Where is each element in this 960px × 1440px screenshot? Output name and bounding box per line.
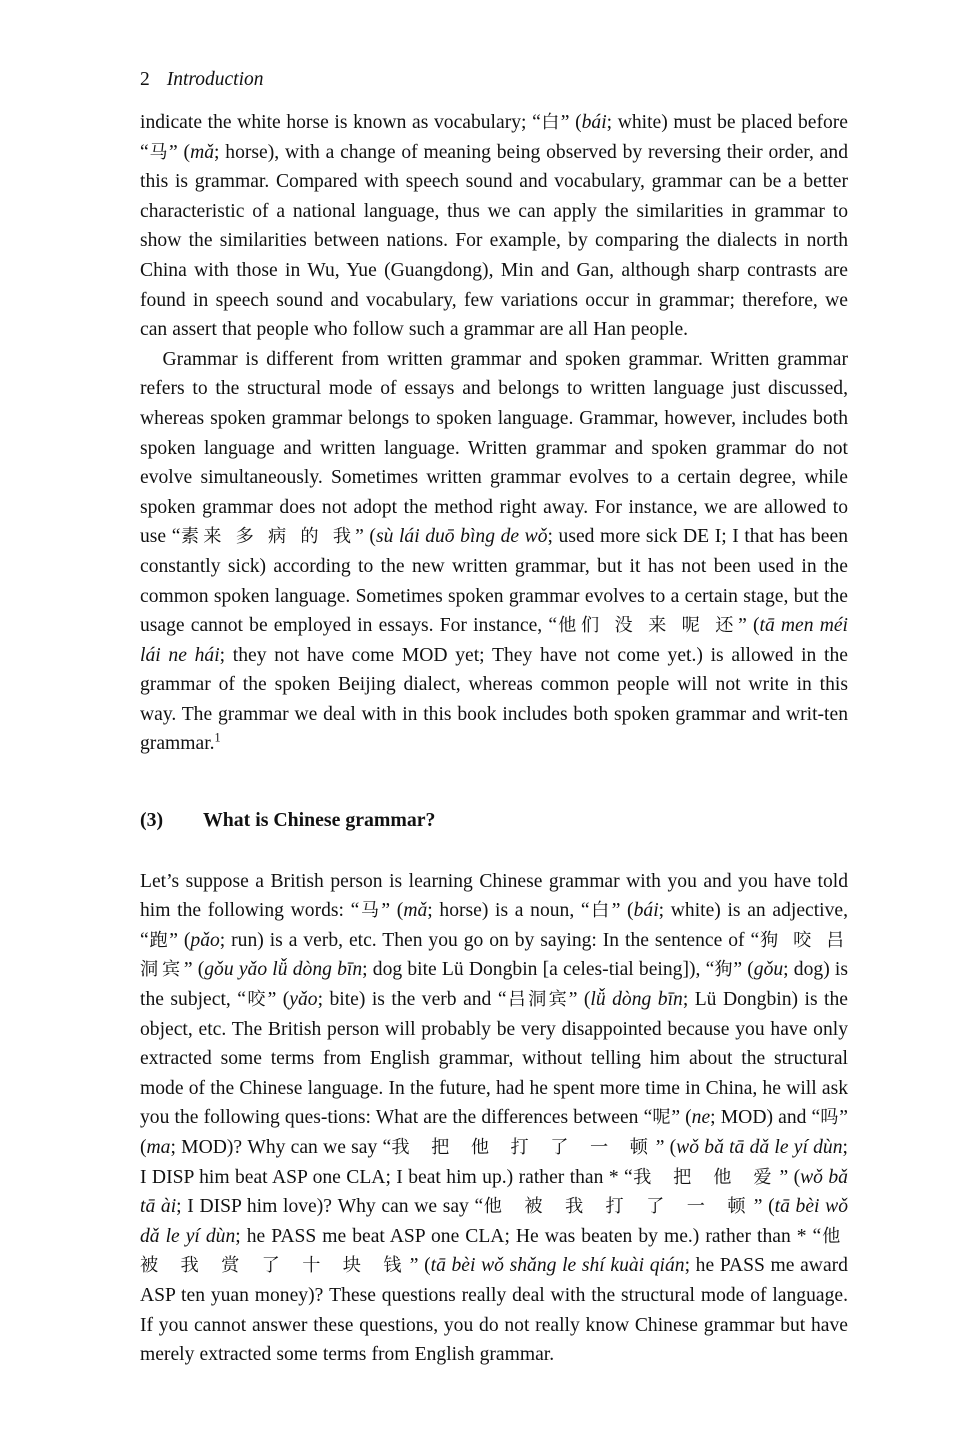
heading-space-below — [140, 836, 848, 867]
running-head — [140, 70, 848, 90]
pinyin-gloss: tā bèi wǒ dǎ le yí dùn — [140, 1196, 848, 1247]
chinese-text: 狗 咬 吕洞宾 — [140, 929, 848, 981]
chinese-text: 马 — [148, 141, 170, 163]
pinyin-gloss: tā bèi wǒ shǎng le shí kuài qián — [430, 1255, 685, 1277]
pinyin-gloss: bái — [581, 112, 607, 133]
pinyin-gloss: wǒ bǎ tā ài — [140, 1166, 848, 1218]
pinyin-gloss: gǒu — [753, 959, 784, 981]
chinese-text: 我 把 他 打 了 一 顿 — [391, 1137, 656, 1158]
chinese-text: 呢 — [652, 1107, 672, 1129]
chinese-text: 我 把 他 爱 — [632, 1166, 780, 1188]
chinese-text: 素来 多 病 的 我 — [180, 526, 356, 548]
chinese-text: 他 被 我 打 了 一 顿 — [483, 1196, 754, 1218]
pinyin-gloss: sù lái duō bìng de wǒ — [375, 526, 548, 548]
section-number: (3) — [140, 809, 164, 832]
section-title: What is Chinese grammar? — [203, 809, 436, 832]
chinese-text: 马 — [359, 900, 382, 922]
pinyin-gloss: mǎ — [190, 141, 215, 163]
page-number: 2 — [140, 69, 150, 90]
paragraph-2: Grammar is different from written grammar and spoken grammar. Written grammar refers to the structural mode of essays and belongs to written language just discussed, whereas spoken grammar belongs to spoken language. Grammar, however, includes both spoken language and written language. Written grammar and spoken grammar do not evolve simultaneously. Sometimes written grammar evolves to a certain degree, while spoken grammar does not adopt the method right away. For instance, we are allowed to use “素来 多 病 的 我” (sù lái duō bìng de wǒ; used more sick DE I; I that has been constantly sick) according to the new written grammar, but it has not been used in the common spoken language. Sometimes spoken grammar evolves to a certain stage, but the usage cannot be employed in essays. For instance, “他们 没 来 呢 还” (tā men méi lái ne hái; they not have come MOD yet; They have not come yet.) is allowed in the grammar of the spoken Beijing dialect, whereas common people will not write in this way. The grammar we deal with in this book includes both spoken grammar and writ-ten grammar.$^1$ — [140, 348, 848, 755]
chinese-text: 狗 — [714, 959, 734, 981]
pinyin-gloss: lǚ dòng bīn — [590, 989, 683, 1011]
section-heading — [140, 806, 848, 836]
pinyin-gloss: yǎo — [289, 989, 318, 1011]
chinese-text: 白 — [589, 900, 612, 922]
running-head-title: Introduction — [166, 69, 264, 90]
text-block — [140, 108, 848, 1370]
pinyin-gloss: ne — [691, 1107, 711, 1129]
pinyin-gloss: bái — [633, 900, 659, 922]
pinyin-gloss: wǒ bǎ tā dǎ le yí dùn — [676, 1137, 843, 1158]
chinese-text: 跑 — [148, 929, 170, 951]
pinyin-gloss: mǎ — [403, 900, 428, 922]
chinese-text: 吕洞宾 — [506, 989, 569, 1011]
pinyin-gloss: tā men méi lái ne hái — [140, 615, 848, 666]
paragraph-1: indicate the white horse is known as vocabulary; “白” (bái; white) must be placed before “马” (mǎ; horse), with a change of meaning being observed by reversing their order, and this is grammar. Compared with speech sound and vocabulary, grammar can be a better characteristic of a national language, thus we can apply the similarities in grammar to show the similarities between nations. For example, by comparing the dialects in north China with those in Wu, Yue (Guangdong), Min and Gan, although sharp contrasts are found in speech sound and vocabulary, few variations occur in grammar; therefore, we can assert that people who follow such a grammar are all Han people. — [140, 112, 848, 341]
chinese-text: 咬 — [245, 989, 268, 1011]
chinese-text: 吗 — [820, 1107, 840, 1129]
pinyin-gloss: ma — [146, 1137, 171, 1158]
pinyin-gloss: pǎo — [190, 929, 220, 951]
footnote-marker: 1 — [214, 730, 221, 745]
chinese-text: 白 — [540, 112, 561, 133]
pinyin-gloss: gǒu yǎo lǚ dòng bīn — [204, 959, 363, 981]
chinese-text: 他们 没 来 呢 还 — [557, 615, 739, 637]
heading-space-above — [140, 759, 848, 806]
paragraph-3: Let’s suppose a British person is learning Chinese grammar with you and you have told him the following words: “马” (mǎ; horse) is a noun, “白” (bái; white) is an adjective, “跑” (pǎo; run) is a verb, etc. Then you go on by saying: In the sentence of “狗 咬 吕洞宾” (gǒu yǎo lǚ dòng bīn; dog bite Lü Dongbin [a celes-tial being]), “狗” (gǒu; dog) is the subject, “咬” (yǎo; bite) is the verb and “吕洞宾” (lǚ dòng bīn; Lü Dongbin) is the object, etc. The British person will probably be very disappointed because you have only extracted some terms from English grammar, without telling him about the structural mode of the Chinese language. In the future, had he spent more time in China, he will ask you the following ques-tions: What are the differences between “呢” (ne; MOD) and “吗” (ma; MOD)? Why can we say “我 把 他 打 了 一 顿” (wǒ bǎ tā dǎ le yí dùn; I DISP him beat ASP one CLA; I beat him up.) rather than * “我 把 他 爱” (wǒ bǎ tā ài; I DISP him love)? Why can we say “他 被 我 打 了 一 顿” (tā bèi wǒ dǎ le yí dùn; he PASS me beat ASP one CLA; He was beaten by me.) rather than * “他 被 我 赏 了 十 块 钱” (tā bèi wǒ shǎng le shí kuài qián; he PASS me award ASP ten yuan money)? These questions really deal with the structural mode of language. If you cannot answer these questions, you do not really know Chinese grammar but have merely extracted some terms from English grammar. — [140, 870, 848, 1366]
chinese-text: 他 被 我 赏 了 十 块 钱 — [140, 1225, 848, 1277]
